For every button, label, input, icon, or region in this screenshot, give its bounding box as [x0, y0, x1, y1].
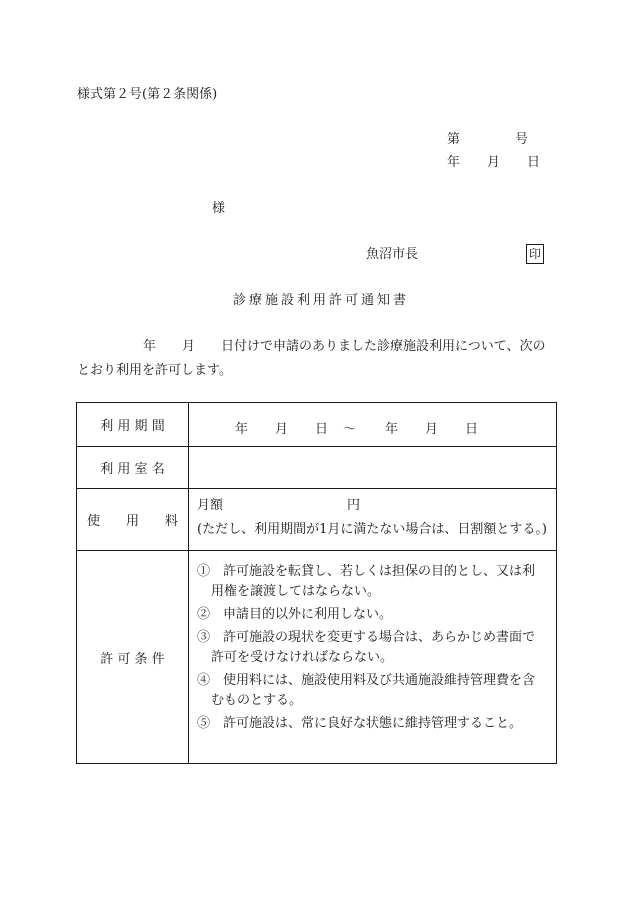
- conditions-list: [197, 562, 559, 737]
- condition-line: ③ 許可施設の現状を変更する場合は、あらかじめ書面で: [197, 630, 536, 645]
- period-year-2: 年: [385, 422, 399, 437]
- fee-label: 使 用 料: [77, 489, 189, 550]
- condition-item: [197, 671, 559, 711]
- condition-line: ④ 使用料には、施設使用料及び共通施設維持管理費を含: [197, 673, 536, 688]
- period-day-2: 日: [465, 422, 479, 437]
- condition-line: 用権を譲渡してはならない。: [211, 584, 381, 599]
- issuer-name: 魚沼市長: [366, 247, 419, 262]
- document-date: [447, 156, 540, 169]
- condition-item: [197, 562, 559, 602]
- condition-line: ① 許可施設を転貸し、若しくは担保の目的とし、又は利: [197, 564, 536, 579]
- fee-monthly-label: 月額: [197, 498, 224, 513]
- period-month-1: 月: [275, 422, 289, 437]
- body-line-2: とおり利用を許可します。: [77, 363, 232, 378]
- period-year-1: 年: [235, 422, 249, 437]
- document-title: 診療施設利用許可通知書: [233, 293, 410, 308]
- date-year: 年: [447, 155, 461, 170]
- condition-item: [197, 714, 559, 734]
- condition-line: むものとする。: [211, 693, 303, 708]
- row-period: [77, 403, 556, 447]
- room-value: [189, 447, 556, 488]
- period-label: 利 用 期 間: [77, 403, 189, 446]
- fee-yen: 円: [347, 498, 361, 513]
- row-conditions: [77, 551, 556, 763]
- body-month: 月: [182, 339, 196, 354]
- condition-item: [197, 628, 559, 668]
- room-label: 利 用 室 名: [77, 447, 189, 488]
- number-suffix: 号: [515, 132, 529, 147]
- fee-value-cell: [189, 489, 556, 550]
- form-number: 様式第２号(第２条関係): [77, 87, 218, 102]
- number-prefix: 第: [447, 132, 461, 147]
- date-day: 日: [527, 155, 541, 170]
- row-fee: [77, 489, 556, 551]
- condition-line: 許可を受けなければならない。: [211, 650, 394, 665]
- condition-line: ② 申請目的以外に利用しない。: [197, 607, 393, 622]
- condition-item: [197, 605, 559, 625]
- document-number: [447, 133, 528, 146]
- condition-line: ⑤ 許可施設は、常に良好な状態に維持管理すること。: [197, 716, 523, 731]
- body-text: [77, 335, 571, 383]
- seal-box: 印: [526, 244, 544, 264]
- permit-table: [76, 402, 557, 764]
- body-line-1: [77, 335, 571, 359]
- fee-monthly-line: [197, 494, 360, 513]
- row-room: [77, 447, 556, 489]
- period-day-1: 日: [315, 422, 329, 437]
- body-line-1-rest: 日付けで申請のありました診療施設利用について、次の: [221, 339, 546, 354]
- conditions-label: 許 可 条 件: [77, 551, 189, 763]
- period-separator: ～: [343, 422, 357, 437]
- recipient-suffix: 様: [212, 201, 226, 216]
- period-value: [235, 418, 478, 437]
- fee-note: (ただし、利用期間が1月に満たない場合は、日割額とする。): [197, 522, 547, 537]
- conditions-cell: [189, 551, 556, 763]
- period-value-cell: [189, 403, 556, 446]
- body-year: 年: [143, 339, 157, 354]
- period-month-2: 月: [425, 422, 439, 437]
- date-month: 月: [487, 155, 501, 170]
